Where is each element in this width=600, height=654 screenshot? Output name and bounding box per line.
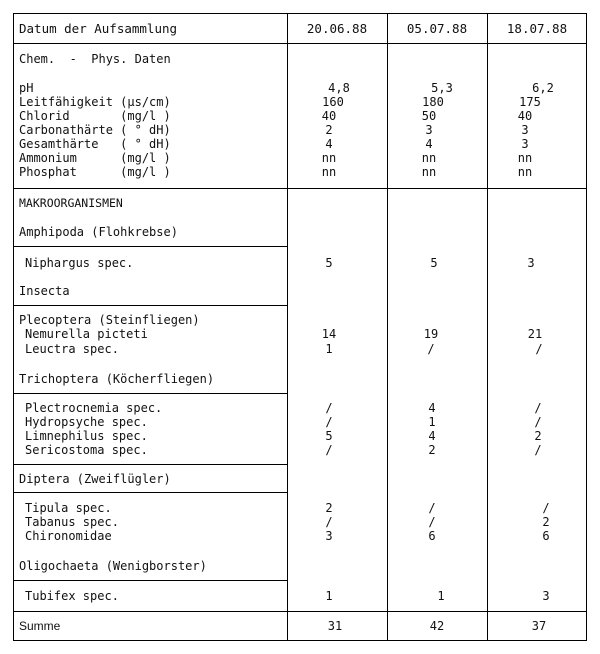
row-label-ammonium: Ammonium (mg/l ) bbox=[19, 151, 171, 165]
table-right-border bbox=[586, 13, 587, 641]
cell: 3 bbox=[425, 123, 433, 137]
species-label: Nemurella picteti bbox=[25, 327, 148, 341]
cell: 4 bbox=[425, 137, 433, 151]
species-label: Leuctra spec. bbox=[25, 342, 119, 356]
species-label: Niphargus spec. bbox=[25, 256, 134, 270]
cell: 5 bbox=[325, 256, 333, 270]
cell: 2 bbox=[534, 429, 542, 443]
column-divider-2 bbox=[387, 13, 388, 641]
cell: 1 bbox=[325, 342, 333, 356]
cell: 1 bbox=[325, 589, 333, 603]
cell: 40 bbox=[517, 109, 533, 123]
cell: 6,2 bbox=[532, 81, 554, 95]
species-label: Tabanus spec. bbox=[25, 515, 119, 529]
header-separator bbox=[13, 43, 587, 44]
row-label-leitfaehigkeit: Leitfähigkeit (µs/cm) bbox=[19, 95, 171, 109]
cell: / bbox=[534, 443, 542, 457]
cell: / bbox=[534, 415, 542, 429]
cell: / bbox=[428, 501, 436, 515]
cell: 3 bbox=[325, 529, 333, 543]
table-bottom-border bbox=[13, 640, 587, 641]
cell: / bbox=[325, 401, 333, 415]
group-title-plecoptera: Plecoptera (Steinfliegen) bbox=[19, 313, 200, 327]
summe-separator bbox=[13, 611, 587, 612]
group-title-trichoptera: Trichoptera (Köcherfliegen) bbox=[19, 372, 215, 386]
species-label: Hydropsyche spec. bbox=[25, 415, 148, 429]
species-label: Limnephilus spec. bbox=[25, 429, 148, 443]
group-separator bbox=[13, 246, 287, 247]
species-data-table bbox=[13, 13, 587, 641]
cell: 160 bbox=[322, 95, 344, 109]
cell: 6 bbox=[428, 529, 436, 543]
date-3: 18.07.88 bbox=[506, 21, 568, 36]
group-separator bbox=[13, 492, 287, 493]
chem-section-title: Chem. - Phys. Daten bbox=[19, 52, 171, 66]
header-label: Datum der Aufsammlung bbox=[19, 21, 178, 36]
row-label-gesamthaerte: Gesamthärte ( ° dH) bbox=[19, 137, 171, 151]
cell: 3 bbox=[521, 123, 529, 137]
cell: 1 bbox=[428, 415, 436, 429]
cell: 40 bbox=[321, 109, 337, 123]
cell: 5 bbox=[325, 429, 333, 443]
cell: nn bbox=[321, 151, 337, 165]
cell: 4 bbox=[428, 429, 436, 443]
cell: 19 bbox=[423, 327, 439, 341]
cell: / bbox=[535, 342, 543, 356]
summe-label: Summe bbox=[19, 619, 61, 633]
cell: 4,8 bbox=[328, 81, 350, 95]
group-separator bbox=[13, 580, 287, 581]
column-divider-3 bbox=[487, 13, 488, 641]
cell: 180 bbox=[422, 95, 444, 109]
species-label: Plectrocnemia spec. bbox=[25, 401, 163, 415]
cell: nn bbox=[517, 165, 533, 179]
cell: 3 bbox=[542, 589, 550, 603]
group-title-diptera: Diptera (Zweiflügler) bbox=[19, 472, 171, 486]
row-label-carbonathaerte: Carbonathärte ( ° dH) bbox=[19, 123, 171, 137]
cell: / bbox=[325, 415, 333, 429]
group-separator bbox=[13, 393, 287, 394]
makro-section-title: MAKROORGANISMEN bbox=[19, 196, 123, 210]
cell: 3 bbox=[521, 137, 529, 151]
species-label: Chironomidae bbox=[25, 529, 112, 543]
cell: 2 bbox=[542, 515, 550, 529]
group-title-insecta: Insecta bbox=[19, 284, 70, 298]
cell: nn bbox=[321, 165, 337, 179]
row-label-phosphat: Phosphat (mg/l ) bbox=[19, 165, 171, 179]
cell: / bbox=[542, 501, 550, 515]
summe-cell: 37 bbox=[531, 619, 547, 633]
cell: 1 bbox=[437, 589, 445, 603]
cell: nn bbox=[421, 151, 437, 165]
cell: / bbox=[325, 515, 333, 529]
species-label: Tubifex spec. bbox=[25, 589, 119, 603]
cell: 5 bbox=[430, 256, 438, 270]
cell: / bbox=[534, 401, 542, 415]
cell: / bbox=[325, 443, 333, 457]
cell: 6 bbox=[542, 529, 550, 543]
cell: 2 bbox=[325, 123, 333, 137]
table-left-border bbox=[13, 13, 14, 641]
species-label: Tipula spec. bbox=[25, 501, 112, 515]
date-1: 20.06.88 bbox=[306, 21, 368, 36]
cell: 14 bbox=[321, 327, 337, 341]
row-label-ph: pH bbox=[19, 81, 34, 95]
group-title-amphipoda: Amphipoda (Flohkrebse) bbox=[19, 225, 178, 239]
row-label-chlorid: Chlorid (mg/l ) bbox=[19, 109, 171, 123]
cell: 21 bbox=[527, 327, 543, 341]
group-separator bbox=[13, 464, 287, 465]
cell: 50 bbox=[421, 109, 437, 123]
cell: 3 bbox=[527, 256, 535, 270]
cell: nn bbox=[517, 151, 533, 165]
cell: nn bbox=[421, 165, 437, 179]
summe-cell: 42 bbox=[429, 619, 445, 633]
cell: / bbox=[428, 515, 436, 529]
cell: 4 bbox=[325, 137, 333, 151]
cell: 5,3 bbox=[431, 81, 453, 95]
summe-cell: 31 bbox=[327, 619, 343, 633]
group-separator bbox=[13, 305, 287, 306]
column-divider-1 bbox=[287, 13, 288, 641]
cell: 2 bbox=[428, 443, 436, 457]
chem-section-separator bbox=[13, 188, 587, 189]
table-top-border bbox=[13, 13, 587, 14]
group-title-oligochaeta: Oligochaeta (Wenigborster) bbox=[19, 559, 207, 573]
cell: / bbox=[427, 342, 435, 356]
species-label: Sericostoma spec. bbox=[25, 443, 148, 457]
cell: 175 bbox=[519, 95, 541, 109]
date-2: 05.07.88 bbox=[406, 21, 468, 36]
cell: 4 bbox=[428, 401, 436, 415]
cell: 2 bbox=[325, 501, 333, 515]
